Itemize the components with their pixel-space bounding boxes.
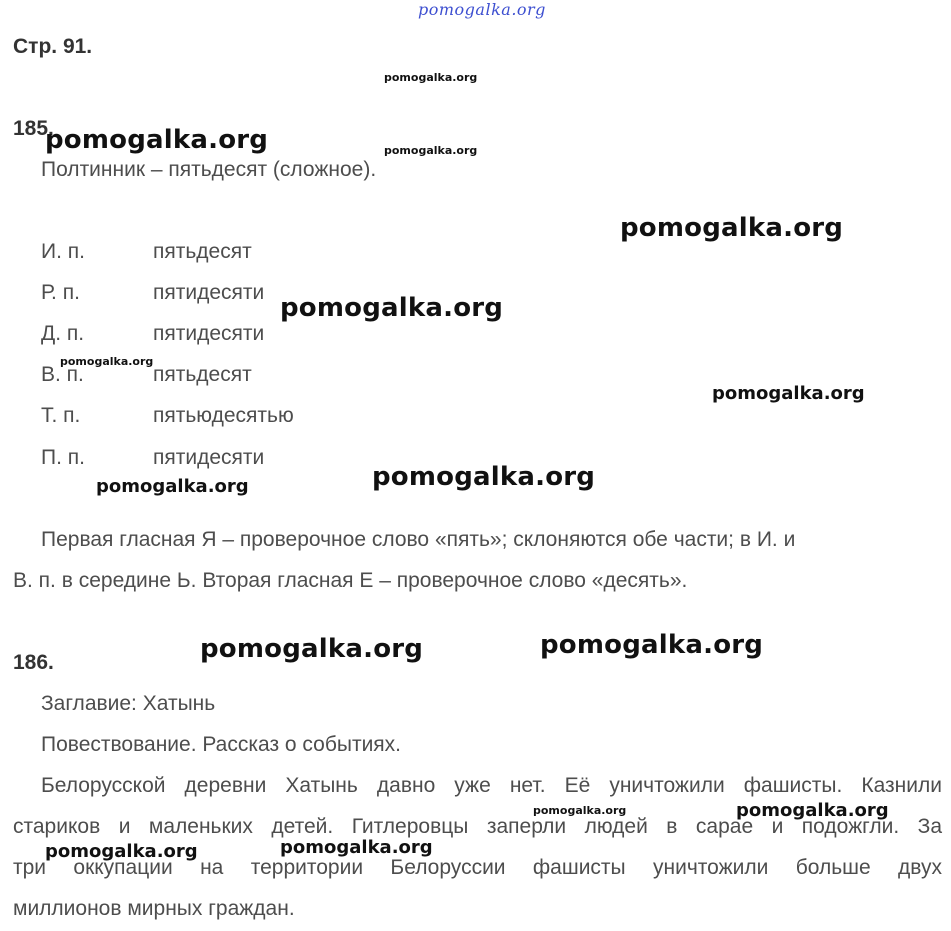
watermark: pomogalka.org bbox=[384, 71, 478, 84]
case-label: Д. п. bbox=[41, 322, 85, 345]
exercise-186-type: Повествование. Рассказ о событиях. bbox=[41, 733, 402, 756]
case-label: В. п. bbox=[41, 363, 84, 386]
case-label: П. п. bbox=[41, 446, 85, 469]
case-form: пятидесяти bbox=[153, 322, 265, 345]
exercise-186-text-line-1: Белорусской деревни Хатынь давно уже нет. Её уничтожили фашисты. Казнили bbox=[41, 774, 942, 797]
case-form: пятидесяти bbox=[153, 281, 265, 304]
case-label: И. п. bbox=[41, 240, 85, 263]
watermark: pomogalka.org bbox=[200, 634, 424, 664]
top-watermark: pomogalka.org bbox=[418, 0, 546, 19]
watermark: pomogalka.org bbox=[736, 800, 889, 821]
explanation-line-1: Первая гласная Я – проверочное слово «пять»; склоняются обе части; в И. и bbox=[41, 528, 796, 551]
case-label: Р. п. bbox=[41, 281, 80, 304]
case-form: пятьдесят bbox=[153, 363, 252, 386]
exercise-186-text-line-3: три оккупации на территории Белоруссии фашисты уничтожили больше двух bbox=[13, 856, 942, 879]
watermark: pomogalka.org bbox=[372, 462, 596, 492]
explanation-line-2: В. п. в середине Ь. Вторая гласная Е – проверочное слово «десять». bbox=[13, 569, 688, 592]
watermark: pomogalka.org bbox=[280, 293, 504, 323]
case-label: Т. п. bbox=[41, 404, 81, 427]
watermark: pomogalka.org bbox=[45, 125, 269, 155]
watermark: pomogalka.org bbox=[45, 841, 198, 862]
watermark: pomogalka.org bbox=[384, 144, 478, 157]
watermark: pomogalka.org bbox=[60, 355, 154, 368]
watermark: pomogalka.org bbox=[96, 476, 249, 497]
case-form: пятьдесят bbox=[153, 240, 252, 263]
exercise-186-text-line-2: стариков и маленьких детей. Гитлеровцы заперли людей в сарае и подожгли. За bbox=[13, 815, 942, 838]
watermark: pomogalka.org bbox=[540, 630, 764, 660]
case-form: пятидесяти bbox=[153, 446, 265, 469]
exercise-186-title: Заглавие: Хатынь bbox=[41, 692, 216, 715]
exercise-186-text-line-4: миллионов мирных граждан. bbox=[13, 897, 295, 920]
page-number-heading: Стр. 91. bbox=[13, 35, 93, 58]
watermark: pomogalka.org bbox=[533, 804, 627, 817]
watermark: pomogalka.org bbox=[280, 837, 433, 858]
watermark: pomogalka.org bbox=[620, 213, 844, 243]
exercise-186-number: 186. bbox=[13, 651, 54, 674]
exercise-185-intro: Полтинник – пятьдесят (сложное). bbox=[41, 158, 377, 181]
watermark: pomogalka.org bbox=[712, 383, 865, 404]
exercise-185-number: 185. bbox=[13, 117, 54, 140]
case-form: пятьюдесятью bbox=[153, 404, 294, 427]
